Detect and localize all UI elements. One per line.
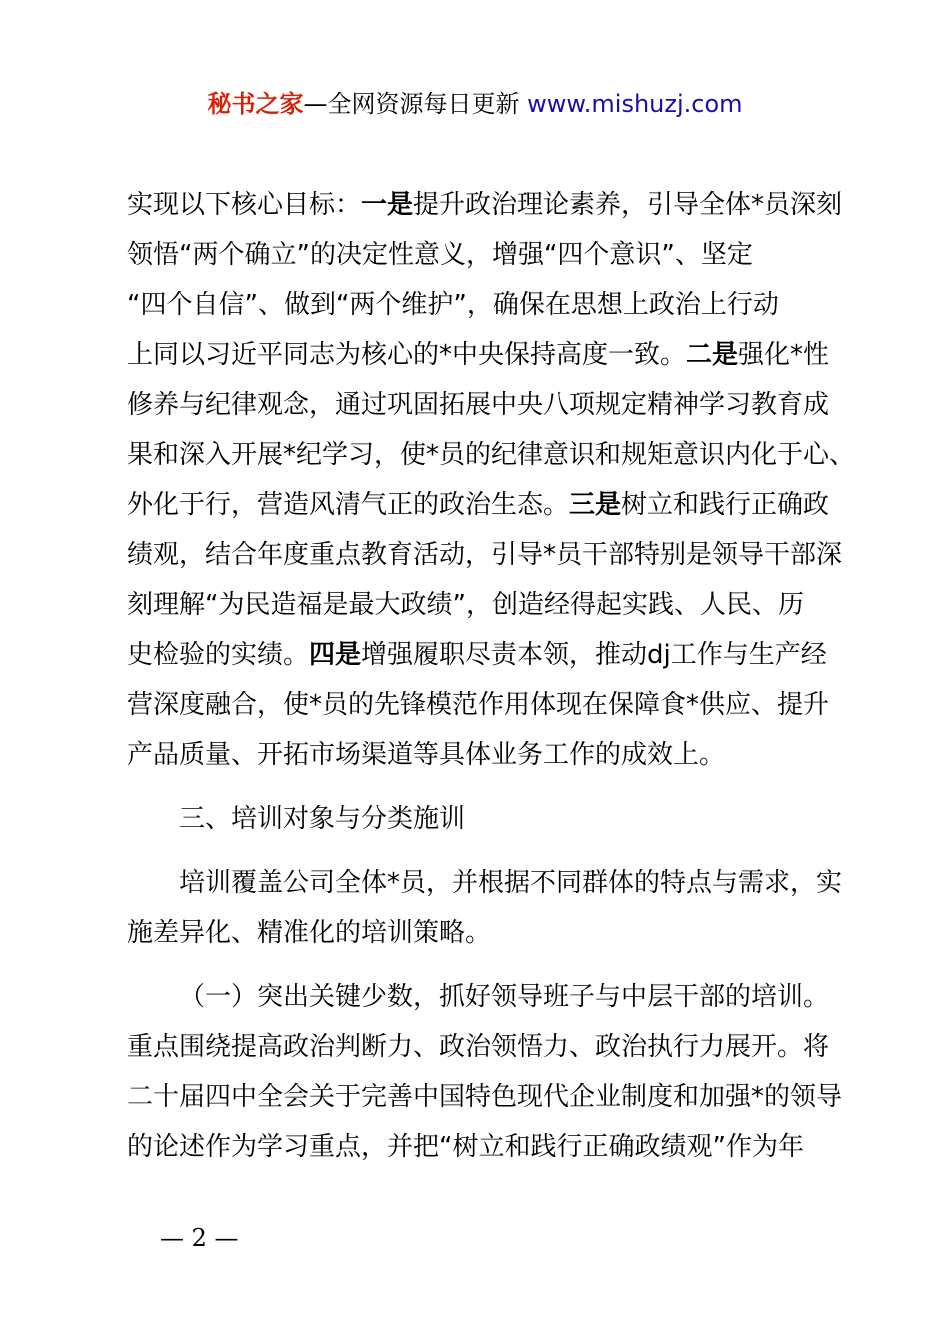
text-line [127, 330, 837, 380]
text-run: 提升政治理论素养，引导全体*员深刻 [413, 190, 843, 220]
paragraph-training-coverage [127, 858, 843, 958]
text-line: （一）突出关键少数，抓好领导班子与中层干部的培训。 [179, 982, 830, 1012]
page-number: — 2 — [160, 1224, 239, 1252]
text-line: 绩观，结合年度重点教育活动，引导*员干部特别是领导干部深 [127, 540, 843, 570]
text-line [127, 630, 837, 680]
text-line [127, 480, 837, 530]
paragraph-key-minority [127, 972, 843, 1172]
paragraph-core-goals [127, 180, 856, 780]
site-url-link[interactable]: www.mishuzj.com [527, 90, 743, 118]
text-line: 修养与纪律观念，通过巩固拓展中央八项规定精神学习教育成 [127, 390, 830, 420]
text-line: “四个自信”、做到“两个维护”，确保在思想上政治上行动 [127, 290, 779, 320]
bold-marker: 一是 [361, 190, 414, 220]
text-line: 领悟“两个确立”的决定性意义，增强“四个意识”、坚定 [127, 240, 753, 270]
bold-marker: 三是 [569, 490, 622, 520]
text-run: 外化于行，营造风清气正的政治生态。 [127, 490, 570, 520]
page-header [0, 86, 950, 122]
text-run: 增强履职尽责本领，推动dj工作与生产经 [361, 640, 827, 670]
text-run: 树立和践行正确政 [621, 490, 830, 520]
brand-name: 秘书之家 [207, 90, 304, 118]
document-body [127, 180, 856, 1172]
section-heading: 三、培训对象与分类施训 [179, 804, 466, 834]
text-line [127, 180, 843, 230]
text-run: 史检验的实绩。 [127, 640, 310, 670]
text-line: 营深度融合，使*员的先锋模范作用体现在保障食*供应、提升 [127, 690, 830, 720]
bold-marker: 四是 [309, 640, 362, 670]
text-line: 的论述作为学习重点，并把“树立和践行正确政绩观”作为年 [127, 1132, 804, 1162]
text-line: 刻理解“为民造福是最大政绩”，创造经得起实践、人民、历 [127, 590, 804, 620]
text-run: 强化*性 [738, 340, 830, 370]
bold-marker: 二是 [686, 340, 739, 370]
text-line: 重点围绕提高政治判断力、政治领悟力、政治执行力展开。将 [127, 1032, 830, 1062]
text-line: 培训覆盖公司全体*员，并根据不同群体的特点与需求，实 [179, 868, 843, 898]
text-line: 果和深入开展*纪学习，使*员的纪律意识和规矩意识内化于心、 [127, 440, 856, 470]
text-line: 二十届四中全会关于完善中国特色现代企业制度和加强*的领导 [127, 1082, 843, 1112]
text-line: 施差异化、精准化的培训策略。 [127, 918, 492, 948]
text-line: 产品质量、开拓市场渠道等具体业务工作的成效上。 [127, 740, 726, 770]
text-run: 实现以下核心目标： [127, 190, 362, 220]
text-run: 上同以习近平同志为核心的*中央保持高度一致。 [127, 340, 687, 370]
header-tagline: —全网资源每日更新 [303, 90, 528, 118]
